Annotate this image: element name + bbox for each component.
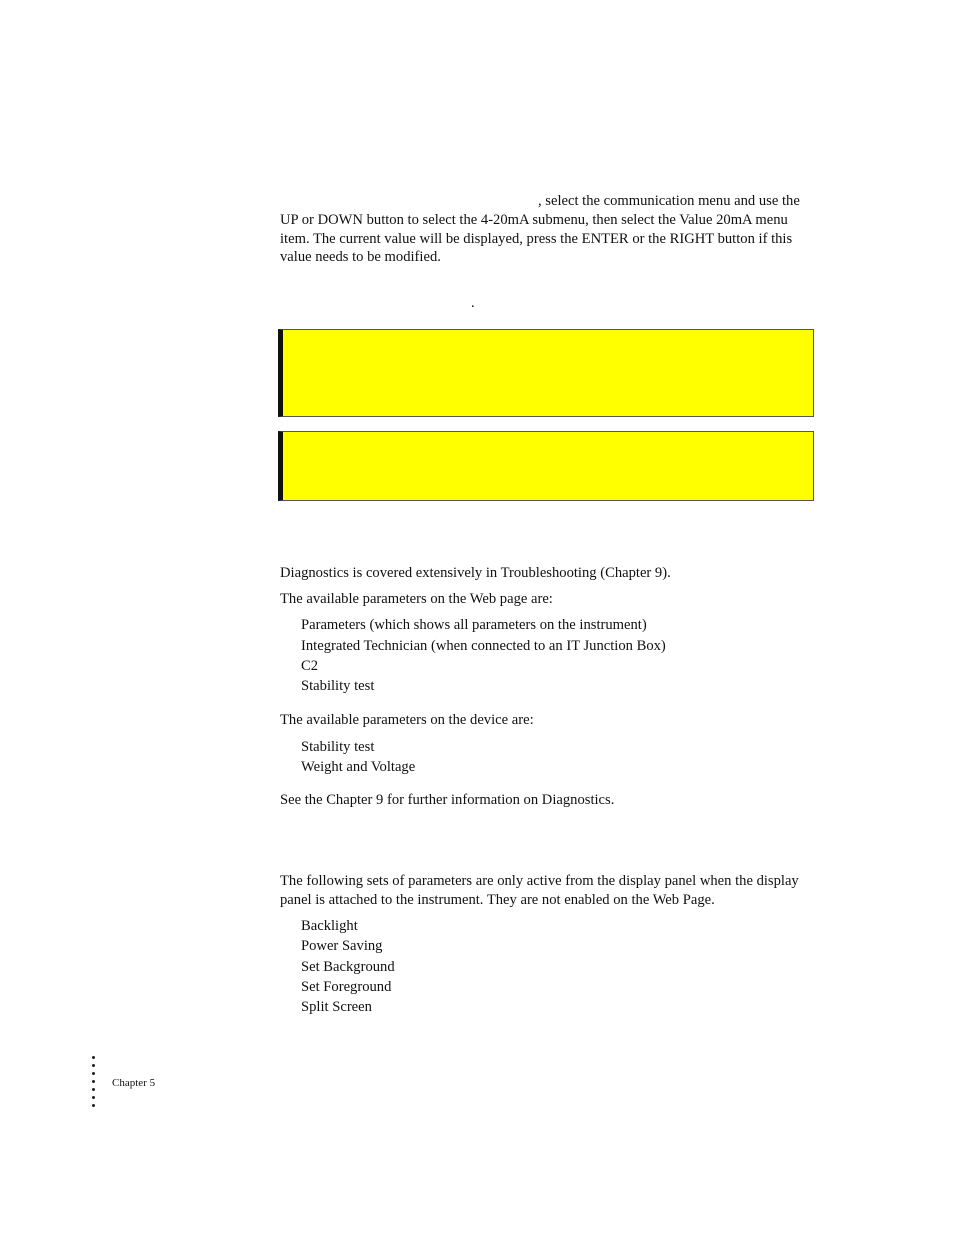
list-item: Parameters (which shows all parameters on the instrument) xyxy=(301,617,647,633)
diagnostics-intro: Diagnostics is covered extensively in Troubleshooting (Chapter 9). xyxy=(280,565,671,581)
web-parameters-heading: The available parameters on the Web page are: xyxy=(280,591,553,607)
list-item: C2 xyxy=(301,658,319,674)
intro-line-1: , select the communication menu and use the xyxy=(538,193,800,209)
list-item: Stability test xyxy=(301,678,375,694)
note-box-2 xyxy=(278,431,814,501)
list-item: Weight and Voltage xyxy=(301,759,416,775)
display-panel-line-2: panel is attached to the instrument. They are not enabled on the Web Page. xyxy=(280,892,715,908)
device-parameters-heading: The available parameters on the device are: xyxy=(280,712,534,728)
note-box-1 xyxy=(278,329,814,417)
footer-dots-decoration xyxy=(92,1056,98,1112)
footer-chapter-label: Chapter 5 xyxy=(112,1077,156,1089)
list-item: Integrated Technician (when connected to an IT Junction Box) xyxy=(301,638,666,654)
diagnostics-see-also: See the Chapter 9 for further information on Diagnostics. xyxy=(280,792,615,808)
display-panel-line-1: The following sets of parameters are only active from the display panel when the display xyxy=(280,873,799,889)
intro-period: . xyxy=(471,295,475,311)
list-item: Backlight xyxy=(301,918,358,934)
intro-line-3: item. The current value will be displayed, press the ENTER or the RIGHT button if this xyxy=(280,231,793,247)
intro-line-2: UP or DOWN button to select the 4-20mA submenu, then select the Value 20mA menu xyxy=(280,212,788,228)
intro-line-4: value needs to be modified. xyxy=(280,249,441,265)
list-item: Set Background xyxy=(301,959,395,975)
list-item: Power Saving xyxy=(301,938,383,954)
list-item: Set Foreground xyxy=(301,979,392,995)
list-item: Split Screen xyxy=(301,999,372,1015)
list-item: Stability test xyxy=(301,739,375,755)
